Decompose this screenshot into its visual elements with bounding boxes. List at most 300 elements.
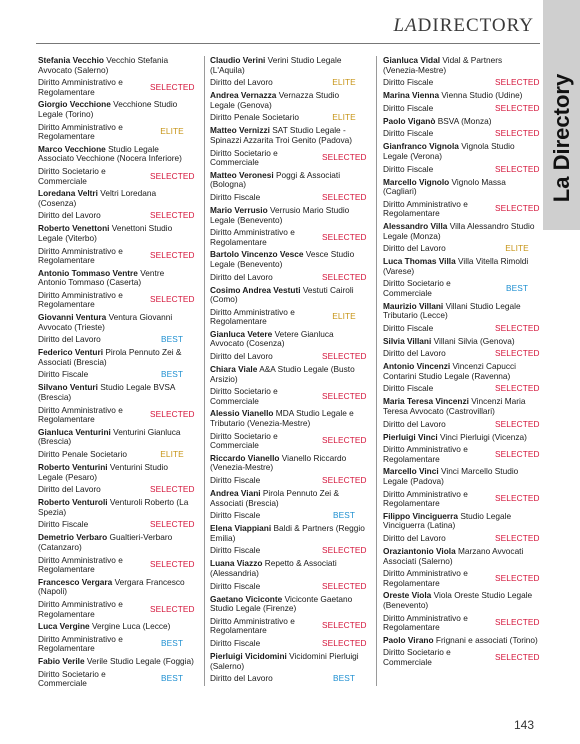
lawyer-name: Antonio Vincenzi [383, 361, 451, 372]
rating-badge [322, 511, 366, 521]
lawyer-firm: Vetere Gianluca Avvocato (Cosenza) [210, 328, 334, 349]
rating-badge [322, 476, 366, 486]
practice-area: Diritto Amministrativo e Regolamentare [210, 227, 295, 247]
lawyer-firm: Vincenzi Capucci Contarini Studio Legale (Ravenna) [383, 361, 516, 381]
rating-label: SELECTED [322, 638, 367, 649]
practice-area-row [38, 520, 194, 530]
rating-label: ELITE [332, 311, 356, 322]
rating-label: SELECTED [495, 77, 540, 88]
lawyer-name: Luca Thomas Villa [383, 256, 456, 267]
lawyer-entry [38, 578, 194, 597]
practice-area: Diritto Fiscale [210, 545, 261, 556]
lawyer-entry [210, 126, 366, 145]
rating-badge [495, 104, 539, 114]
practice-area-row [38, 450, 194, 460]
rating-badge [322, 582, 366, 592]
lawyer-entry [383, 636, 539, 646]
directory-column-1 [38, 56, 194, 696]
rating-badge [322, 233, 366, 243]
practice-area: Diritto del Lavoro [210, 673, 273, 684]
rating-badge [495, 205, 539, 215]
lawyer-firm: Verile Studio Legale (Foggia) [86, 655, 194, 666]
lawyer-name: Silvia Villani [383, 335, 432, 346]
rating-label: SELECTED [150, 519, 195, 530]
rating-label: SELECTED [150, 210, 195, 221]
rating-label: SELECTED [495, 348, 540, 359]
lawyer-name: Marcello Vinci [383, 466, 439, 477]
lawyer-firm: Vidal & Partners (Venezia-Mestre) [383, 55, 503, 75]
lawyer-firm: Vienna Studio (Udine) [441, 90, 523, 101]
rating-label: BEST [332, 510, 356, 521]
lawyer-entry [38, 383, 194, 402]
rating-label: SELECTED [150, 170, 195, 181]
rating-badge [495, 450, 539, 460]
practice-area-row [210, 273, 366, 283]
practice-area-row [210, 308, 366, 327]
practice-area: Diritto Fiscale [383, 383, 434, 394]
lawyer-name: Maria Teresa Vincenzi [383, 396, 469, 407]
practice-area-row [210, 617, 366, 636]
rating-label: SELECTED [322, 351, 367, 362]
rating-badge [150, 212, 194, 222]
lawyer-name: Francesco Vergara [38, 576, 113, 587]
lawyer-name: Luca Vergine [38, 621, 90, 632]
lawyer-name: Riccardo Vianello [210, 452, 280, 463]
rating-label: SELECTED [150, 294, 195, 305]
lawyer-firm: Pirola Pennuto Zei & Associati (Brescia) [38, 347, 182, 367]
practice-area-row [383, 244, 539, 254]
directory-header-title [393, 15, 534, 37]
rating-label: SELECTED [322, 435, 367, 446]
lawyer-name: Mario Verrusio [210, 204, 268, 215]
practice-area: Diritto Amministrativo e Regolamentare [383, 568, 468, 588]
practice-area-row [383, 200, 539, 219]
lawyer-entry [210, 454, 366, 473]
practice-area: Diritto Amministrativo e Regolamentare [38, 289, 123, 310]
lawyer-firm: Vernazza Studio Legale (Genova) [210, 90, 340, 110]
rating-badge [495, 534, 539, 544]
lawyer-firm: SAT Studio Legale - Spinazzi Azzarita Troi Genito (Padova) [210, 125, 353, 145]
rating-label: SELECTED [495, 533, 540, 544]
rating-label: SELECTED [495, 383, 540, 394]
lawyer-entry [38, 145, 194, 164]
practice-area: Diritto Societario e Commerciale [210, 386, 278, 406]
lawyer-firm: Marzano Avvocati Associati (Salerno) [383, 546, 524, 566]
rating-label: SELECTED [495, 102, 540, 113]
rating-badge [150, 83, 194, 93]
lawyer-entry [210, 56, 366, 75]
rating-label: SELECTED [322, 231, 367, 242]
practice-area: Diritto del Lavoro [38, 334, 101, 345]
rating-badge [150, 172, 194, 182]
practice-area: Diritto Amministrativo e Regolamentare [38, 633, 123, 654]
practice-area: Diritto Fiscale [383, 77, 434, 88]
practice-area: Diritto Fiscale [210, 637, 261, 648]
lawyer-entry [383, 467, 539, 486]
lawyer-firm: Repetto & Associati (Alessandria) [210, 558, 337, 578]
lawyer-name: Matteo Vernizzi [210, 125, 270, 136]
practice-area-row [210, 113, 366, 123]
practice-area-row [38, 485, 194, 495]
header-title-la: LA [393, 15, 418, 36]
rating-badge [495, 574, 539, 584]
lawyer-name: Gaetano Viciconte [210, 593, 283, 604]
rating-label: SELECTED [495, 203, 540, 214]
rating-badge [150, 335, 194, 345]
lawyer-entry [38, 533, 194, 552]
practice-area-row [210, 674, 366, 684]
rating-label: ELITE [160, 449, 184, 460]
practice-area-row [38, 167, 194, 186]
rating-badge [322, 273, 366, 283]
rating-badge [322, 639, 366, 649]
practice-area: Diritto Penale Societario [38, 449, 128, 459]
lawyer-firm: Veltri Loredana (Cosenza) [38, 188, 157, 208]
lawyer-entry [210, 409, 366, 428]
lawyer-entry [38, 348, 194, 367]
lawyer-entry [38, 428, 194, 447]
practice-area-row [210, 546, 366, 556]
practice-area-row [383, 78, 539, 88]
rating-label: SELECTED [150, 81, 195, 92]
rating-badge [150, 640, 194, 650]
practice-area-row [38, 123, 194, 142]
practice-area: Diritto Societario e Commerciale [38, 668, 106, 689]
directory-column-2 [210, 56, 366, 696]
lawyer-entry [210, 330, 366, 349]
lawyer-name: Andrea Viani [210, 488, 261, 498]
lawyer-entry [383, 222, 539, 241]
practice-area: Diritto Fiscale [38, 369, 89, 380]
lawyer-name: Fabio Verile [38, 655, 85, 666]
rating-label: ELITE [505, 243, 529, 254]
practice-area: Diritto Fiscale [210, 510, 261, 521]
lawyer-entry [383, 91, 539, 101]
practice-area-row [38, 600, 194, 619]
lawyer-firm: A&A Studio Legale (Busto Arsizio) [210, 364, 355, 384]
rating-badge [322, 78, 366, 88]
rating-badge [495, 78, 539, 88]
lawyer-firm: Viciconte Gaetano Studio Legale (Firenze) [210, 593, 353, 614]
rating-badge [322, 114, 366, 124]
rating-label: SELECTED [495, 493, 540, 504]
lawyer-name: Chiara Viale [210, 364, 258, 375]
practice-area-row [210, 476, 366, 486]
lawyer-entry [383, 178, 539, 197]
rating-badge [495, 130, 539, 140]
rating-label: BEST [160, 673, 184, 684]
practice-area: Diritto Fiscale [210, 191, 261, 202]
rating-label: SELECTED [150, 484, 195, 495]
practice-area-row [383, 445, 539, 464]
practice-area: Diritto Fiscale [383, 128, 434, 139]
lawyer-firm: Villani Studio Legale Tributario (Lecce) [383, 300, 521, 321]
practice-area: Diritto Societario e Commerciale [210, 430, 278, 451]
practice-area: Diritto del Lavoro [210, 351, 273, 362]
practice-area-row [383, 165, 539, 175]
lawyer-name: Gianluca Vetere [210, 328, 273, 339]
lawyer-name: Marcello Vignolo [383, 176, 450, 187]
lawyer-name: Elena Viappiani [210, 523, 272, 534]
lawyer-firm: Venturini Studio Legale (Pesaro) [38, 462, 169, 482]
rating-badge [150, 560, 194, 570]
lawyer-entry [38, 498, 194, 517]
rating-label: SELECTED [495, 128, 540, 139]
lawyer-firm: Ventura Giovanni Avvocato (Trieste) [38, 312, 173, 332]
lawyer-entry [383, 547, 539, 566]
rating-badge [150, 296, 194, 306]
lawyer-firm: Venettoni Studio Legale (Viterbo) [38, 223, 173, 243]
practice-area-row [38, 670, 194, 689]
practice-area: Diritto Amministrativo e Regolamentare [38, 121, 123, 142]
rating-badge [495, 349, 539, 359]
rating-badge [495, 653, 539, 663]
lawyer-entry [38, 657, 194, 667]
lawyer-name: Antonio Tommaso Ventre [38, 267, 138, 278]
rating-label: SELECTED [495, 652, 540, 663]
rating-badge [322, 392, 366, 402]
lawyer-firm: Villani Silvia (Genova) [433, 335, 515, 346]
lawyer-entry [383, 142, 539, 161]
practice-area-row [383, 324, 539, 334]
lawyer-firm: Vinci Marcello Studio Legale (Padova) [383, 466, 519, 487]
lawyer-firm: Venturoli Roberto (La Spezia) [38, 497, 189, 517]
lawyer-name: Claudio Verini [210, 55, 266, 65]
lawyer-name: Gianfranco Vignola [383, 141, 459, 152]
practice-area-row [210, 639, 366, 649]
practice-area-row [383, 384, 539, 394]
practice-area: Diritto Societario e Commerciale [210, 147, 278, 168]
practice-area-row [210, 78, 366, 88]
practice-area: Diritto del Lavoro [210, 271, 273, 282]
practice-area: Diritto del Lavoro [383, 348, 446, 359]
lawyer-firm: Vicidomini Pierluigi (Salerno) [210, 650, 359, 671]
rating-label: SELECTED [322, 152, 367, 163]
lawyer-name: Matteo Veronesi [210, 169, 274, 180]
header-rule [36, 43, 540, 44]
practice-area: Diritto Amministrativo e Regolamentare [38, 245, 123, 266]
practice-area-row [38, 291, 194, 310]
lawyer-entry [210, 489, 366, 508]
lawyer-firm: Vignola Studio Legale (Verona) [383, 141, 515, 161]
rating-badge [150, 521, 194, 531]
practice-area: Diritto Societario e Commerciale [383, 278, 451, 298]
lawyer-firm: Vesce Studio Legale (Benevento) [210, 249, 355, 269]
rating-label: SELECTED [322, 475, 367, 486]
lawyer-name: Paolo Viganò [383, 115, 436, 126]
practice-area-row [383, 534, 539, 544]
lawyer-name: Marco Vecchione [38, 143, 106, 154]
rating-label: SELECTED [495, 418, 540, 429]
lawyer-name: Oraziantonio Viola [383, 546, 456, 556]
practice-area-row [383, 279, 539, 298]
lawyer-firm: Ventre Antonio Tommaso (Caserta) [38, 267, 165, 288]
lawyer-entry [210, 524, 366, 543]
practice-area-row [383, 349, 539, 359]
rating-label: ELITE [332, 112, 356, 123]
rating-badge [495, 494, 539, 504]
rating-label: SELECTED [322, 620, 367, 631]
lawyer-name: Loredana Veltri [38, 188, 98, 199]
lawyer-entry [383, 591, 539, 610]
rating-label: SELECTED [322, 192, 367, 203]
lawyer-name: Andrea Vernazza [210, 90, 277, 101]
practice-area-row [38, 370, 194, 380]
lawyer-name: Oreste Viola [383, 590, 432, 601]
rating-label: BEST [332, 673, 356, 684]
practice-area-row [38, 635, 194, 654]
lawyer-firm: Viola Oreste Studio Legale (Benevento) [383, 590, 533, 610]
practice-area: Diritto Fiscale [38, 519, 89, 530]
practice-area: Diritto del Lavoro [383, 243, 446, 254]
practice-area: Diritto Amministrativo e Regolamentare [383, 612, 468, 633]
lawyer-name: Paolo Virano [383, 634, 434, 645]
lawyer-name: Roberto Venturini [38, 462, 108, 472]
lawyer-firm: Frignani e associati (Torino) [435, 634, 538, 645]
lawyer-entry [210, 286, 366, 305]
rating-label: SELECTED [150, 603, 195, 614]
lawyer-name: Stefania Vecchio [38, 55, 104, 65]
practice-area: Diritto Amministrativo e Regolamentare [38, 404, 123, 425]
rating-badge [150, 450, 194, 460]
lawyer-name: Demetrio Verbaro [38, 532, 108, 543]
practice-area-row [383, 420, 539, 430]
practice-area: Diritto Amministrativo e Regolamentare [38, 598, 123, 619]
lawyer-firm: Vergara Francesco (Napoli) [38, 576, 185, 597]
rating-label: SELECTED [150, 250, 195, 261]
rating-badge [150, 251, 194, 261]
lawyer-firm: Pirola Pennuto Zei & Associati (Brescia) [210, 488, 339, 508]
rating-badge [150, 605, 194, 615]
practice-area: Diritto Fiscale [383, 102, 434, 113]
lawyer-entry [210, 171, 366, 190]
practice-area: Diritto Amministrativo e Regolamentare [38, 77, 123, 97]
lawyer-entry [383, 362, 539, 381]
practice-area-row [210, 149, 366, 168]
lawyer-name: Alessandro Villa [383, 220, 448, 231]
practice-area-row [210, 387, 366, 406]
rating-badge [322, 153, 366, 163]
lawyer-name: Cosimo Andrea Vestuti [210, 284, 301, 295]
lawyer-firm: Villa Vitella Rimoldi (Varese) [383, 256, 529, 276]
rating-label: SELECTED [150, 409, 195, 420]
lawyer-firm: Poggi & Associati (Bologna) [210, 169, 341, 190]
practice-area: Diritto Fiscale [210, 580, 261, 591]
lawyer-name: Maurizio Villani [383, 300, 444, 311]
lawyer-firm: Vincenzi Maria Teresa Avvocato (Castrovillari) [383, 396, 526, 417]
rating-label: BEST [505, 283, 529, 294]
practice-area-row [210, 352, 366, 362]
lawyer-firm: BSVA (Monza) [437, 115, 492, 126]
lawyer-firm: Vinci Pierluigi (Vicenza) [440, 431, 527, 442]
lawyer-entry [383, 302, 539, 321]
lawyer-entry [383, 433, 539, 443]
rating-badge [150, 410, 194, 420]
rating-badge [150, 371, 194, 381]
lawyer-entry [210, 91, 366, 110]
practice-area: Diritto Societario e Commerciale [383, 647, 451, 667]
practice-area-row [38, 78, 194, 97]
practice-area-row [210, 432, 366, 451]
sidebar-label-wrap [543, 0, 580, 230]
rating-badge [495, 244, 539, 254]
rating-badge [495, 324, 539, 334]
practice-area-row [383, 129, 539, 139]
lawyer-entry [383, 56, 539, 75]
lawyer-firm: Verrusio Mario Studio Legale (Benevento) [210, 204, 350, 225]
rating-label: BEST [160, 638, 184, 649]
rating-badge [322, 622, 366, 632]
lawyer-name: Roberto Venturoli [38, 497, 108, 508]
lawyer-firm: Venturini Gianluca (Brescia) [38, 426, 181, 447]
lawyer-entry [38, 313, 194, 332]
lawyer-firm: Studio Legale Vinciguerra (Latina) [383, 510, 512, 531]
rating-label: SELECTED [150, 559, 195, 570]
rating-badge [322, 674, 366, 684]
lawyer-name: Silvano Venturi [38, 382, 98, 393]
lawyer-firm: Vergine Luca (Lecce) [91, 621, 171, 632]
lawyer-entry [210, 365, 366, 384]
lawyer-name: Luana Viazzo [210, 558, 263, 569]
rating-label: BEST [160, 334, 184, 345]
practice-area: Diritto Amministrativo e Regolamentare [383, 444, 468, 464]
rating-label: SELECTED [495, 572, 540, 583]
lawyer-firm: MDA Studio Legale e Tributario (Venezia-Mestre) [210, 408, 354, 429]
lawyer-name: Federico Venturi [38, 347, 104, 358]
lawyer-name: Filippo Vinciguerra [383, 510, 458, 521]
rating-badge [322, 547, 366, 557]
rating-badge [150, 674, 194, 684]
lawyer-entry [210, 595, 366, 614]
directory-columns [38, 56, 538, 696]
lawyer-firm: Vecchio Stefania Avvocato (Salerno) [38, 55, 169, 75]
practice-area-row [383, 490, 539, 509]
practice-area: Diritto Fiscale [383, 322, 434, 333]
rating-label: SELECTED [322, 391, 367, 402]
rating-badge [322, 193, 366, 203]
lawyer-firm: Gualtieri-Verbaro (Catanzaro) [38, 532, 173, 552]
lawyer-entry [38, 224, 194, 243]
rating-badge [495, 420, 539, 430]
practice-area-row [38, 211, 194, 221]
practice-area-row [383, 614, 539, 633]
rating-label: SELECTED [322, 271, 367, 282]
lawyer-entry [38, 189, 194, 208]
lawyer-entry [383, 117, 539, 127]
lawyer-firm: Vignolo Massa (Cagliari) [383, 176, 506, 197]
rating-label: ELITE [332, 77, 356, 88]
practice-area: Diritto Amministrativo e Regolamentare [383, 198, 468, 219]
lawyer-firm: Vestuti Cairoli (Como) [210, 284, 354, 305]
practice-area-row [210, 193, 366, 203]
rating-badge [150, 485, 194, 495]
rating-label: SELECTED [495, 322, 540, 333]
practice-area: Diritto del Lavoro [383, 533, 446, 543]
practice-area-row [383, 104, 539, 114]
lawyer-entry [38, 269, 194, 288]
rating-badge [322, 352, 366, 362]
directory-column-3 [383, 56, 539, 696]
lawyer-name: Gianluca Venturini [38, 426, 111, 437]
lawyer-firm: Vianello Riccardo (Venezia-Mestre) [210, 452, 347, 473]
lawyer-entry [210, 559, 366, 578]
practice-area: Diritto del Lavoro [38, 484, 101, 495]
practice-area-row [383, 569, 539, 588]
lawyer-entry [383, 257, 539, 276]
practice-area-row [38, 406, 194, 425]
rating-badge [495, 284, 539, 294]
practice-area-row [38, 335, 194, 345]
